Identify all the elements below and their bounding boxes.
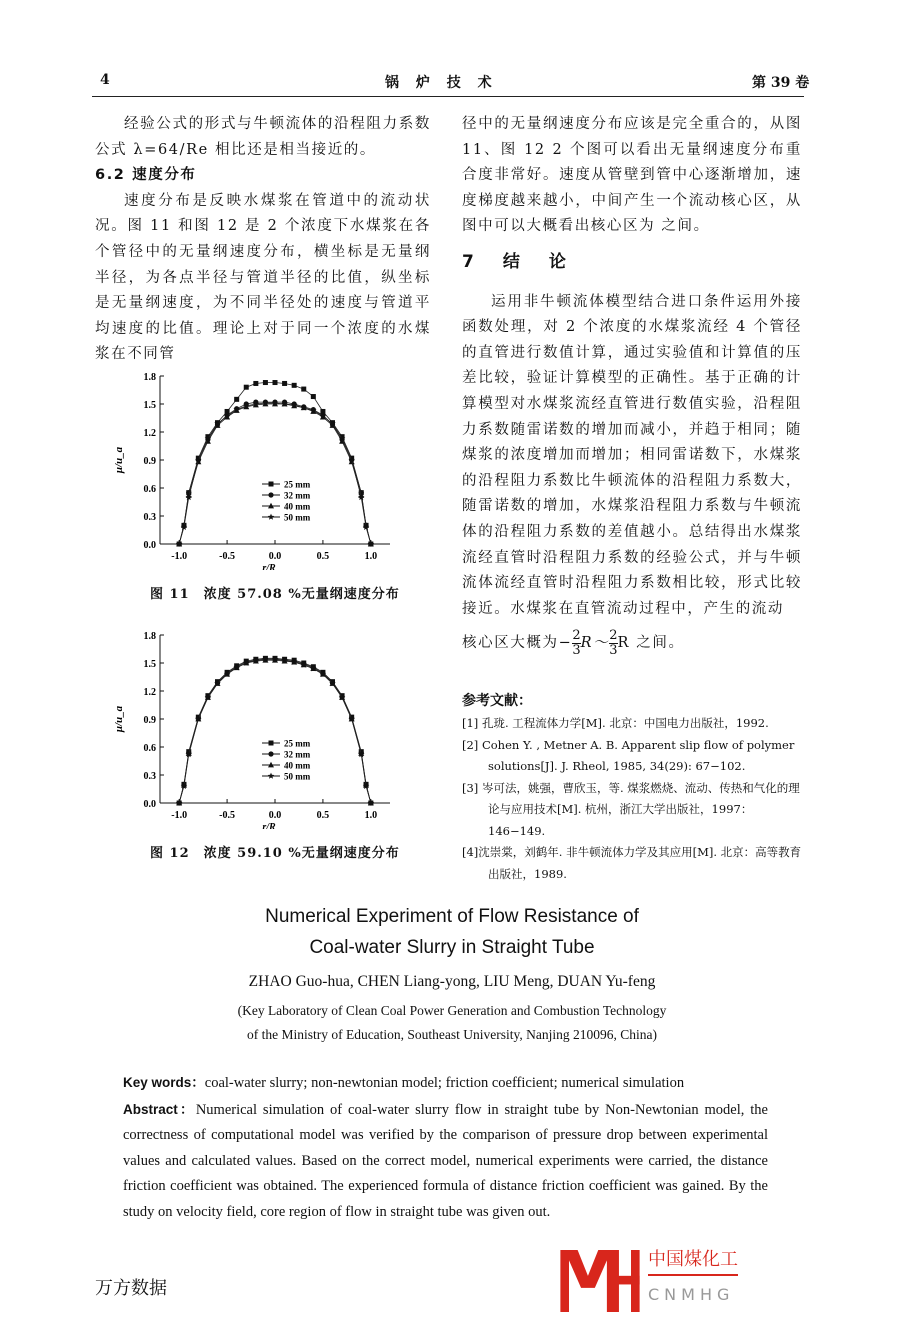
affiliation-line: of the Ministry of Education, Southeast University, Nanjing 210096, China) <box>246 1027 658 1042</box>
volume: 第 39 卷 <box>752 75 810 91</box>
reference-item: [1] 孔珑. 工程流体力学[M]. 北京：中国电力出版社，1992. <box>462 716 769 730</box>
watermark-en: CNMHG <box>648 1285 735 1304</box>
denominator: 3 <box>609 642 618 658</box>
page-number: 4 <box>100 72 110 88</box>
data-point <box>268 773 274 779</box>
data-point <box>268 514 274 520</box>
keywords: coal-water slurry; non-newtonian model; friction coefficient; numerical simulation <box>204 1075 685 1091</box>
x-tick-label: 0.5 <box>316 551 330 562</box>
y-tick-label: 0.6 <box>143 484 156 495</box>
y-tick-label: 1.8 <box>143 372 156 383</box>
formula-text: R 之间。 <box>617 635 685 652</box>
numerator: 2 <box>609 627 618 643</box>
authors: ZHAO Guo-hua, CHEN Liang-yong, LIU Meng, DUAN Yu-feng <box>248 973 656 990</box>
x-tick-label: -0.5 <box>219 551 236 562</box>
y-tick-label: 0.3 <box>143 512 156 523</box>
abstract-text: Numerical simulation of coal-water slurry flow in straight tube by Non-Newtonian model, the correctness of computational model was verified by the comparison of pressure drop between experimental values and calculated values. Based on the correct model, numerical experiments were carried, the distance friction coefficient was obtained. The experienced formula of distance friction coefficient was gained. By the study on velocity field, core region of flow in straight tube was given out. <box>123 1101 768 1220</box>
y-axis-label: μ/u_a <box>113 705 125 733</box>
legend-label: 32 mm <box>284 749 311 760</box>
formula-text: R～ <box>580 635 610 652</box>
section-heading: 6.2 速度分布 <box>95 167 197 184</box>
y-tick-label: 1.8 <box>143 631 156 642</box>
x-tick-label: 1.0 <box>364 810 378 821</box>
figure-12-chart <box>95 619 415 829</box>
numerator: 2 <box>572 627 581 643</box>
data-point <box>292 383 297 388</box>
legend-label: 25 mm <box>284 479 311 490</box>
x-tick-label: 0.0 <box>268 810 282 821</box>
right-column <box>462 112 802 660</box>
data-point <box>268 492 273 497</box>
data-point <box>273 380 278 385</box>
data-point <box>269 741 274 746</box>
fraction <box>572 629 580 658</box>
series-line-32mm <box>179 402 371 544</box>
y-tick-label: 0.9 <box>143 715 156 726</box>
data-point <box>282 381 287 386</box>
data-point <box>234 397 239 402</box>
legend-label: 40 mm <box>284 501 311 512</box>
data-point <box>244 385 249 390</box>
y-tick-label: 0.0 <box>143 799 156 810</box>
section-heading: 7 结 论 <box>462 251 572 272</box>
paragraph: 速度分布是反映水煤浆在管道中的流动状况。图 11 和图 12 是 2 个浓度下水煤浆在各个管径中的无量纲速度分布，横坐标是无量纲半径，为各点半径与管道半径的比值，纵坐标是无量纲速度，为不同半径处的速度与管道平均速度的比值。理论上对于同一个浓度的水煤浆在不同管 <box>95 192 431 363</box>
y-tick-label: 0.3 <box>143 771 156 782</box>
y-tick-label: 0.9 <box>143 456 156 467</box>
abstract-label: Abstract： <box>123 1101 196 1117</box>
x-tick-label: -0.5 <box>219 810 236 821</box>
figure-12-caption: 图 12 浓度 59.10 %无量纲速度分布 <box>150 846 400 861</box>
figure-11-caption: 图 11 浓度 57.08 %无量纲速度分布 <box>150 587 400 602</box>
x-tick-label: 1.0 <box>364 551 378 562</box>
paragraph: 运用非牛顿流体模型结合进口条件运用外接函数处理，对 2 个浓度的水煤浆流经 4 个管径的直管进行数值计算，通过实验值和计算值的压差比较，验证计算模型的正确性。基于正确的计算模型对水煤浆流经直管进行数值实验，沿程阻力系数随雷诺数的增加而减小，并趋于相同；随煤浆的浓度增加而增加；相同雷诺数下，水煤浆的沿程阻力系数比牛顿流体的沿程阻力系数大，随雷诺数的增加，水煤浆沿程阻力系数与牛顿流体的沿程阻力系数的差值越小。总结得出水煤浆流经直管时沿程阻力系数的经验公式，并与牛顿流体流经直管时沿程阻力系数相比较，形式比较接近。水煤浆在直管流动过程中，产生的流动 <box>462 293 802 617</box>
series-line-50mm <box>179 659 371 803</box>
series-line-50mm <box>179 403 371 544</box>
y-axis-label: μ/u_a <box>113 446 125 474</box>
series-line-40mm <box>179 404 371 544</box>
watermark-logo <box>560 1248 760 1316</box>
data-point <box>301 387 306 392</box>
reference-item: [3] 岑可法，姚强，曹欣玉，等. 煤浆燃烧、流动、传热和气化的理论与应用技术[M]. 杭州，浙江大学出版社，1997：146−149. <box>462 780 800 838</box>
y-tick-label: 1.2 <box>143 428 156 439</box>
paragraph: 径中的无量纲速度分布应该是完全重合的，从图 11、图 12 2 个图可以看出无量纲速度分布重合度非常好。速度从管壁到管中心逐渐增加，速度梯度越来越小，中间产生一个流动核心区，从图中可以大概看出核心区为 之间。 <box>462 116 802 235</box>
title-line: Coal-water Slurry in Straight Tube <box>309 937 595 958</box>
x-tick-label: 0.5 <box>316 810 330 821</box>
data-point <box>269 482 274 487</box>
data-point <box>268 751 273 756</box>
x-axis-label: r/R <box>262 822 276 829</box>
references-heading: 参考文献： <box>462 693 532 709</box>
affiliation <box>0 999 904 1047</box>
legend-label: 32 mm <box>284 490 311 501</box>
y-tick-label: 0.0 <box>143 540 156 551</box>
x-tick-label: 0.0 <box>268 551 282 562</box>
denominator: 3 <box>572 642 581 658</box>
y-tick-label: 1.5 <box>143 659 156 670</box>
series-line-32mm <box>179 659 371 803</box>
legend-label: 25 mm <box>284 738 311 749</box>
legend-label: 50 mm <box>284 512 311 523</box>
footer-source: 万方数据 <box>95 1278 167 1299</box>
data-point <box>263 380 268 385</box>
fraction <box>609 629 617 658</box>
core-region-formula <box>462 626 802 660</box>
x-axis-label: r/R <box>262 563 276 570</box>
watermark-cn: 中国煤化工 <box>648 1248 738 1276</box>
reference-item: [2] Cohen Y. , Metner A. B. Apparent slip flow of polymer solutions[J]. J. Rheol, 1985, 34(29): 67−102. <box>462 737 795 773</box>
title-line: Numerical Experiment of Flow Resistance of <box>265 906 639 927</box>
affiliation-line: (Key Laboratory of Clean Coal Power Generation and Combustion Technology <box>237 1003 667 1018</box>
reference-item: [4]沈崇棠，刘鹤年. 非牛顿流体力学及其应用[M]. 北京：高等教育出版社，1989. <box>462 845 802 881</box>
keywords-label: Key words： <box>123 1075 205 1090</box>
series-line-25mm <box>179 383 371 544</box>
english-abstract <box>123 1070 768 1226</box>
y-tick-label: 0.6 <box>143 743 156 754</box>
y-tick-label: 1.5 <box>143 400 156 411</box>
x-tick-label: -1.0 <box>171 810 188 821</box>
formula-text: 核心区大概为− <box>462 635 573 652</box>
x-tick-label: -1.0 <box>171 551 188 562</box>
references-list <box>462 713 802 885</box>
data-point <box>253 381 258 386</box>
header-rule <box>92 96 804 97</box>
legend-label: 40 mm <box>284 760 311 771</box>
journal-title: 锅 炉 技 术 <box>385 75 498 91</box>
series-line-25mm <box>179 658 371 803</box>
legend-label: 50 mm <box>284 771 311 782</box>
data-point <box>311 394 316 399</box>
paragraph: 经验公式的形式与牛顿流体的沿程阻力系数公式 λ=64/Re 相比还是相当接近的。 <box>95 116 431 158</box>
figure-11-chart <box>95 360 415 570</box>
english-title <box>0 901 904 963</box>
y-tick-label: 1.2 <box>143 687 156 698</box>
watermark-mark-icon <box>560 1250 640 1312</box>
left-column <box>95 112 431 368</box>
series-line-40mm <box>179 660 371 803</box>
